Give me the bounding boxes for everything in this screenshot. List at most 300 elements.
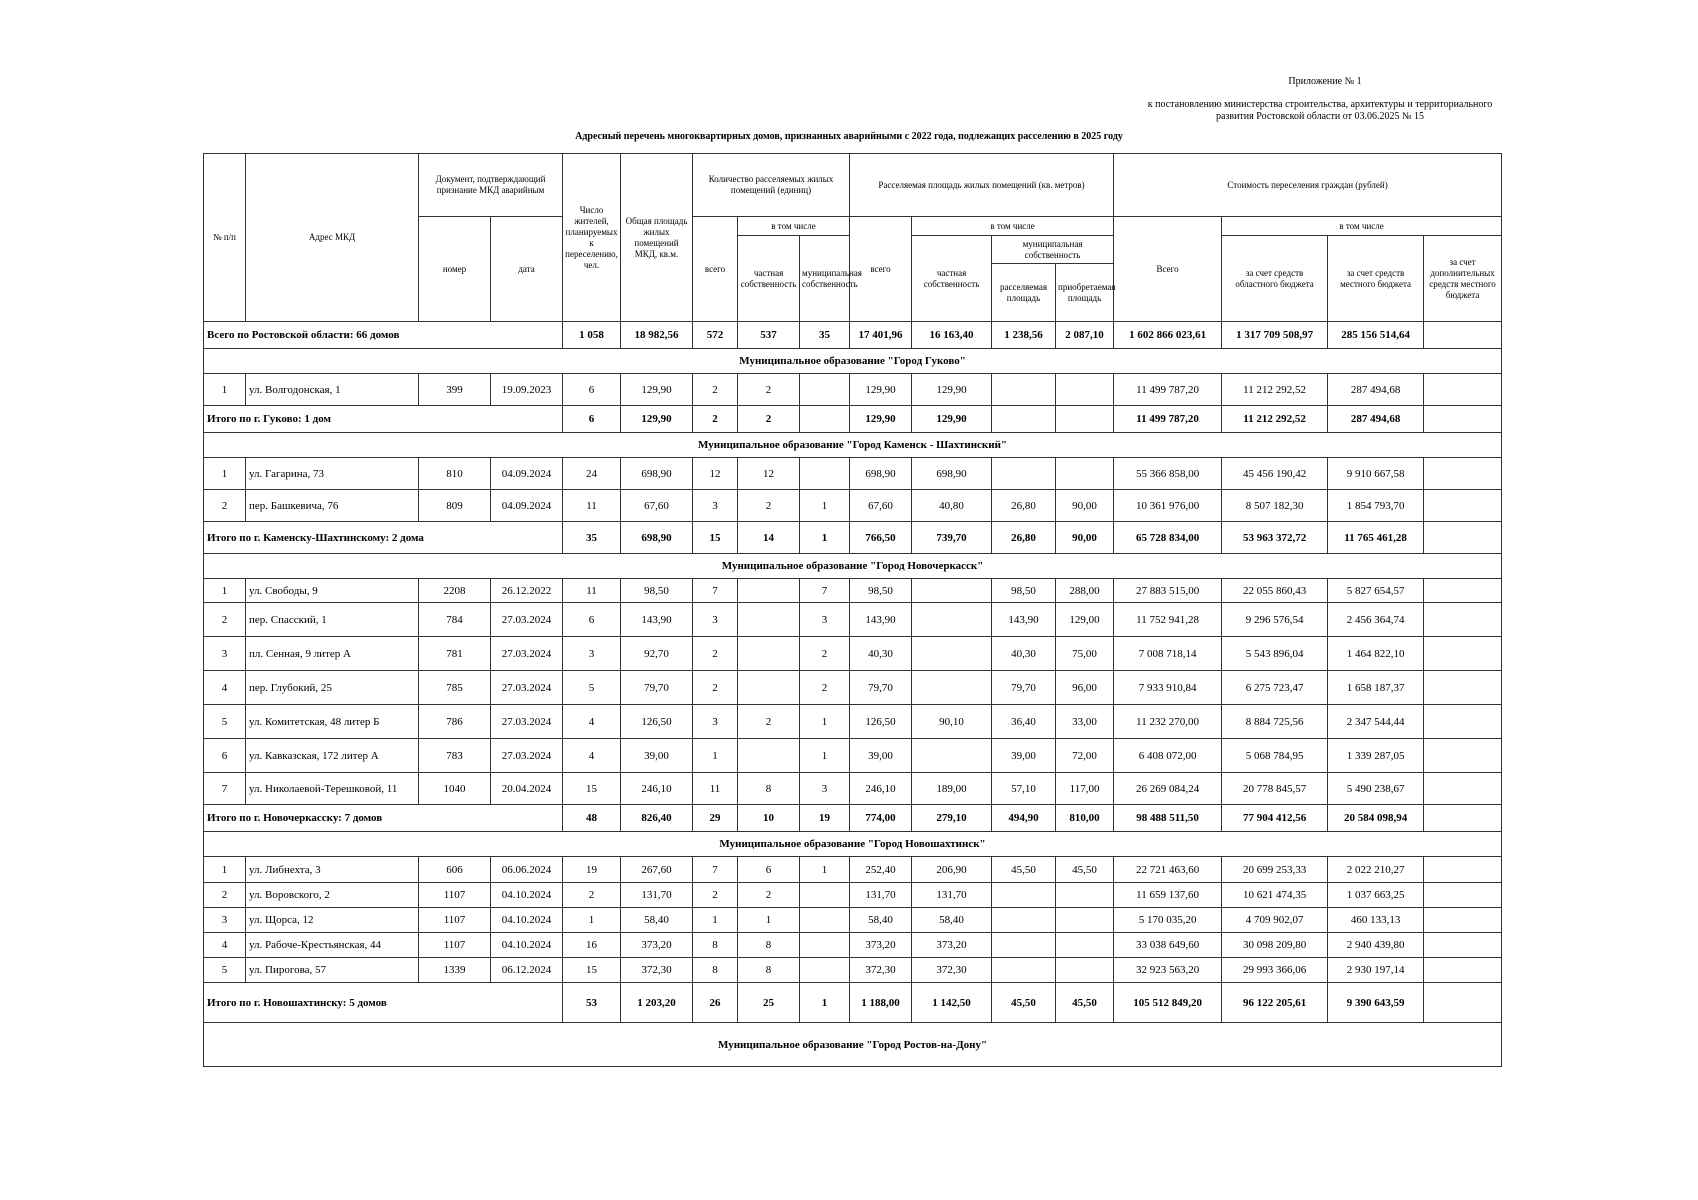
total-value [1424, 805, 1502, 832]
total-value: 1 058 [563, 322, 621, 349]
cell-doc-number: 1339 [419, 958, 491, 983]
cell-units-municipal [800, 933, 850, 958]
cell-cost-regional: 4 709 902,07 [1222, 908, 1328, 933]
resettlement-table [203, 153, 1502, 1067]
total-value: 53 [563, 983, 621, 1023]
cell-area-private: 129,90 [912, 374, 992, 406]
total-label: Итого по г. Гуково: 1 дом [204, 406, 563, 433]
cell-units-private: 12 [738, 458, 800, 490]
cell-row-num: 2 [204, 603, 246, 637]
cell-address: ул. Николаевой-Терешковой, 11 [246, 773, 419, 805]
cell-row-num: 7 [204, 773, 246, 805]
cell-cost-regional: 11 212 292,52 [1222, 374, 1328, 406]
cell-units-total: 8 [693, 933, 738, 958]
cell-row-num: 3 [204, 637, 246, 671]
cell-doc-date: 06.06.2024 [491, 857, 563, 883]
cell-area-resettled [992, 458, 1056, 490]
total-value: 11 212 292,52 [1222, 406, 1328, 433]
cell-units-total: 12 [693, 458, 738, 490]
cell-doc-number: 2208 [419, 579, 491, 603]
cell-total-area: 372,30 [621, 958, 693, 983]
cell-cost-extra [1424, 883, 1502, 908]
cell-area-resettled [992, 958, 1056, 983]
cell-area-acquired [1056, 933, 1114, 958]
cell-units-municipal: 2 [800, 671, 850, 705]
cell-cost-regional: 10 621 474,35 [1222, 883, 1328, 908]
cell-area-total: 126,50 [850, 705, 912, 739]
table-row [204, 958, 1502, 983]
table-row [204, 374, 1502, 406]
cell-residents: 11 [563, 579, 621, 603]
cell-cost-regional: 8 507 182,30 [1222, 490, 1328, 522]
cell-area-total: 131,70 [850, 883, 912, 908]
cell-cost-extra [1424, 603, 1502, 637]
cell-residents: 2 [563, 883, 621, 908]
cell-cost-total: 7 933 910,84 [1114, 671, 1222, 705]
cell-total-area: 267,60 [621, 857, 693, 883]
table-row [204, 883, 1502, 908]
cell-units-municipal: 3 [800, 603, 850, 637]
cell-units-private: 8 [738, 933, 800, 958]
cell-cost-total: 55 366 858,00 [1114, 458, 1222, 490]
table-header [204, 154, 1502, 322]
total-value: 11 765 461,28 [1328, 522, 1424, 554]
total-value: 45,50 [1056, 983, 1114, 1023]
cell-area-resettled: 36,40 [992, 705, 1056, 739]
cell-units-total: 3 [693, 490, 738, 522]
table-row [204, 773, 1502, 805]
cell-units-private: 2 [738, 883, 800, 908]
cell-cost-regional: 5 543 896,04 [1222, 637, 1328, 671]
cell-doc-date: 04.09.2024 [491, 458, 563, 490]
total-value: 98 488 511,50 [1114, 805, 1222, 832]
decree-reference-line1: к постановлению министерства строительства, архитектуры и территориального [1147, 99, 1493, 110]
cell-area-resettled: 79,70 [992, 671, 1056, 705]
cell-area-resettled: 39,00 [992, 739, 1056, 773]
cell-units-municipal: 3 [800, 773, 850, 805]
cell-area-acquired: 117,00 [1056, 773, 1114, 805]
total-value: 572 [693, 322, 738, 349]
table-row [204, 490, 1502, 522]
col-units-municipal-header: муниципальная собственность [800, 236, 850, 322]
cell-cost-regional: 29 993 366,06 [1222, 958, 1328, 983]
cell-units-municipal [800, 958, 850, 983]
cell-residents: 15 [563, 958, 621, 983]
cell-units-total: 3 [693, 603, 738, 637]
total-value: 1 602 866 023,61 [1114, 322, 1222, 349]
cell-address: ул. Кавказская, 172 литер А [246, 739, 419, 773]
cell-area-private: 40,80 [912, 490, 992, 522]
cell-area-private [912, 637, 992, 671]
total-value: 77 904 412,56 [1222, 805, 1328, 832]
cell-doc-number: 1107 [419, 908, 491, 933]
cell-address: пер. Башкевича, 76 [246, 490, 419, 522]
total-value: 129,90 [621, 406, 693, 433]
cell-units-private [738, 637, 800, 671]
total-value: 287 494,68 [1328, 406, 1424, 433]
cell-area-private: 90,10 [912, 705, 992, 739]
cell-area-acquired: 75,00 [1056, 637, 1114, 671]
table-row [204, 637, 1502, 671]
cell-cost-local: 2 940 439,80 [1328, 933, 1424, 958]
cell-area-resettled: 45,50 [992, 857, 1056, 883]
cell-doc-date: 04.09.2024 [491, 490, 563, 522]
total-value: 90,00 [1056, 522, 1114, 554]
cell-area-resettled: 40,30 [992, 637, 1056, 671]
cell-total-area: 373,20 [621, 933, 693, 958]
cell-row-num: 6 [204, 739, 246, 773]
cell-cost-total: 33 038 649,60 [1114, 933, 1222, 958]
cell-cost-regional: 9 296 576,54 [1222, 603, 1328, 637]
cell-area-private [912, 739, 992, 773]
cell-area-resettled: 98,50 [992, 579, 1056, 603]
section-total-row [204, 983, 1502, 1023]
total-value: 279,10 [912, 805, 992, 832]
cell-row-num: 1 [204, 458, 246, 490]
col-area-incl-header: в том числе [912, 217, 1114, 236]
cell-area-resettled: 26,80 [992, 490, 1056, 522]
cell-area-total: 67,60 [850, 490, 912, 522]
cell-area-acquired [1056, 958, 1114, 983]
total-label: Итого по г. Новочеркасску: 7 домов [204, 805, 563, 832]
cell-units-municipal [800, 458, 850, 490]
table-row [204, 705, 1502, 739]
col-doc-date-header: дата [491, 217, 563, 322]
cell-area-private: 131,70 [912, 883, 992, 908]
cell-cost-extra [1424, 773, 1502, 805]
total-value: 48 [563, 805, 621, 832]
cell-units-private [738, 671, 800, 705]
cell-doc-date: 19.09.2023 [491, 374, 563, 406]
cell-units-total: 2 [693, 637, 738, 671]
total-value: 537 [738, 322, 800, 349]
cell-cost-total: 11 659 137,60 [1114, 883, 1222, 908]
cell-units-municipal: 1 [800, 857, 850, 883]
total-value: 14 [738, 522, 800, 554]
cell-units-municipal: 1 [800, 739, 850, 773]
cell-units-private: 8 [738, 773, 800, 805]
cell-units-private [738, 579, 800, 603]
cell-cost-regional: 20 699 253,33 [1222, 857, 1328, 883]
cell-cost-total: 27 883 515,00 [1114, 579, 1222, 603]
cell-row-num: 1 [204, 857, 246, 883]
cell-cost-total: 32 923 563,20 [1114, 958, 1222, 983]
cell-total-area: 98,50 [621, 579, 693, 603]
total-value [992, 406, 1056, 433]
cell-area-acquired [1056, 908, 1114, 933]
cell-address: ул. Пирогова, 57 [246, 958, 419, 983]
total-value: 19 [800, 805, 850, 832]
section-total-row [204, 406, 1502, 433]
cell-area-private [912, 579, 992, 603]
total-value: 1 203,20 [621, 983, 693, 1023]
col-cost-regional-header: за счет средств областного бюджета [1222, 236, 1328, 322]
total-value: 766,50 [850, 522, 912, 554]
cell-units-total: 2 [693, 374, 738, 406]
cell-address: ул. Либнехта, 3 [246, 857, 419, 883]
col-area-group-header: Расселяемая площадь жилых помещений (кв. метров) [850, 154, 1114, 217]
cell-doc-date: 20.04.2024 [491, 773, 563, 805]
cell-area-resettled [992, 908, 1056, 933]
total-value: 53 963 372,72 [1222, 522, 1328, 554]
cell-area-acquired: 33,00 [1056, 705, 1114, 739]
cell-cost-local: 5 490 238,67 [1328, 773, 1424, 805]
municipality-title-row [204, 832, 1502, 857]
cell-doc-date: 27.03.2024 [491, 637, 563, 671]
cell-area-acquired: 129,00 [1056, 603, 1114, 637]
cell-cost-extra [1424, 579, 1502, 603]
total-value: 2 087,10 [1056, 322, 1114, 349]
cell-total-area: 58,40 [621, 908, 693, 933]
total-value: 774,00 [850, 805, 912, 832]
cell-residents: 6 [563, 603, 621, 637]
cell-area-total: 58,40 [850, 908, 912, 933]
total-label: Всего по Ростовской области: 66 домов [204, 322, 563, 349]
cell-row-num: 1 [204, 374, 246, 406]
cell-cost-total: 11 752 941,28 [1114, 603, 1222, 637]
cell-doc-date: 27.03.2024 [491, 739, 563, 773]
total-value: 16 163,40 [912, 322, 992, 349]
cell-cost-total: 10 361 976,00 [1114, 490, 1222, 522]
cell-area-total: 79,70 [850, 671, 912, 705]
cell-residents: 15 [563, 773, 621, 805]
cell-area-private [912, 603, 992, 637]
total-value: 20 584 098,94 [1328, 805, 1424, 832]
cell-cost-local: 1 464 822,10 [1328, 637, 1424, 671]
total-value: 1 188,00 [850, 983, 912, 1023]
col-area-acquired-header: приобретаемая площадь [1056, 264, 1114, 322]
total-value: 11 499 787,20 [1114, 406, 1222, 433]
cell-area-total: 373,20 [850, 933, 912, 958]
cell-cost-regional: 22 055 860,43 [1222, 579, 1328, 603]
cell-address: ул. Волгодонская, 1 [246, 374, 419, 406]
cell-area-resettled [992, 933, 1056, 958]
cell-total-area: 39,00 [621, 739, 693, 773]
cell-cost-total: 7 008 718,14 [1114, 637, 1222, 671]
cell-doc-date: 27.03.2024 [491, 671, 563, 705]
cell-residents: 24 [563, 458, 621, 490]
cell-row-num: 4 [204, 933, 246, 958]
cell-units-total: 1 [693, 739, 738, 773]
cell-cost-total: 26 269 084,24 [1114, 773, 1222, 805]
total-value [1056, 406, 1114, 433]
cell-area-total: 372,30 [850, 958, 912, 983]
cell-address: пл. Сенная, 9 литер А [246, 637, 419, 671]
col-document-header: Документ, подтверждающий признание МКД аварийным [419, 154, 563, 217]
cell-doc-number: 810 [419, 458, 491, 490]
table-row [204, 458, 1502, 490]
cell-area-private: 373,20 [912, 933, 992, 958]
cell-cost-local: 1 339 287,05 [1328, 739, 1424, 773]
cell-units-municipal: 1 [800, 705, 850, 739]
cell-area-total: 143,90 [850, 603, 912, 637]
cell-row-num: 2 [204, 883, 246, 908]
cell-residents: 1 [563, 908, 621, 933]
municipality-title-row [204, 349, 1502, 374]
cell-total-area: 143,90 [621, 603, 693, 637]
cell-doc-date: 27.03.2024 [491, 705, 563, 739]
cell-row-num: 5 [204, 705, 246, 739]
table-row [204, 739, 1502, 773]
cell-units-total: 11 [693, 773, 738, 805]
col-units-group-header: Количество расселяемых жилых помещений (единиц) [693, 154, 850, 217]
cell-doc-number: 1107 [419, 883, 491, 908]
cell-area-private: 698,90 [912, 458, 992, 490]
cell-cost-extra [1424, 933, 1502, 958]
cell-area-resettled: 143,90 [992, 603, 1056, 637]
cell-cost-total: 22 721 463,60 [1114, 857, 1222, 883]
cell-cost-local: 1 658 187,37 [1328, 671, 1424, 705]
cell-doc-date: 06.12.2024 [491, 958, 563, 983]
cell-row-num: 2 [204, 490, 246, 522]
total-label: Итого по г. Каменску-Шахтинскому: 2 дома [204, 522, 563, 554]
cell-address: ул. Щорса, 12 [246, 908, 419, 933]
cell-row-num: 5 [204, 958, 246, 983]
cell-doc-number: 786 [419, 705, 491, 739]
col-cost-total-header: Всего [1114, 217, 1222, 322]
cell-area-private: 58,40 [912, 908, 992, 933]
cell-area-resettled: 57,10 [992, 773, 1056, 805]
cell-units-total: 1 [693, 908, 738, 933]
total-value: 9 390 643,59 [1328, 983, 1424, 1023]
total-value: 810,00 [1056, 805, 1114, 832]
cell-cost-total: 11 232 270,00 [1114, 705, 1222, 739]
cell-units-private: 2 [738, 374, 800, 406]
cell-area-acquired: 96,00 [1056, 671, 1114, 705]
cell-cost-extra [1424, 958, 1502, 983]
col-total-area-header: Общая площадь жилых помещений МКД, кв.м. [621, 154, 693, 322]
total-value: 739,70 [912, 522, 992, 554]
cell-cost-local: 460 133,13 [1328, 908, 1424, 933]
cell-units-total: 2 [693, 883, 738, 908]
total-value: 35 [800, 322, 850, 349]
cell-doc-date: 04.10.2024 [491, 883, 563, 908]
cell-units-total: 7 [693, 857, 738, 883]
section-total-row [204, 805, 1502, 832]
total-value: 2 [738, 406, 800, 433]
cell-address: ул. Гагарина, 73 [246, 458, 419, 490]
cell-address: пер. Спасский, 1 [246, 603, 419, 637]
cell-area-private: 372,30 [912, 958, 992, 983]
municipality-title-row [204, 554, 1502, 579]
total-value [1424, 322, 1502, 349]
cell-area-acquired [1056, 883, 1114, 908]
cell-units-total: 8 [693, 958, 738, 983]
cell-units-private [738, 603, 800, 637]
cell-cost-local: 2 456 364,74 [1328, 603, 1424, 637]
col-units-incl-header: в том числе [738, 217, 850, 236]
cell-units-private: 2 [738, 705, 800, 739]
cell-area-acquired [1056, 458, 1114, 490]
total-value [1424, 522, 1502, 554]
municipality-title-row [204, 1023, 1502, 1067]
cell-total-area: 92,70 [621, 637, 693, 671]
cell-area-total: 40,30 [850, 637, 912, 671]
cell-area-total: 98,50 [850, 579, 912, 603]
total-value [1424, 406, 1502, 433]
cell-units-private: 8 [738, 958, 800, 983]
col-address-header: Адрес МКД [246, 154, 419, 322]
cell-cost-local: 2 347 544,44 [1328, 705, 1424, 739]
cell-cost-extra [1424, 671, 1502, 705]
col-area-private-header: частная собственность [912, 236, 992, 322]
appendix-label: Приложение № 1 [1288, 76, 1362, 87]
col-units-private-header: частная собственность [738, 236, 800, 322]
cell-area-acquired: 72,00 [1056, 739, 1114, 773]
cell-residents: 6 [563, 374, 621, 406]
cell-units-municipal: 7 [800, 579, 850, 603]
cell-area-private: 206,90 [912, 857, 992, 883]
total-value: 494,90 [992, 805, 1056, 832]
total-value: 129,90 [912, 406, 992, 433]
document-title: Адресный перечень многоквартирных домов, признанных аварийными с 2022 года, подлежащих расселению в 2025 году [575, 131, 1123, 142]
cell-doc-number: 781 [419, 637, 491, 671]
cell-doc-number: 1107 [419, 933, 491, 958]
col-area-resettled-header: расселяемая площадь [992, 264, 1056, 322]
table-row [204, 908, 1502, 933]
cell-doc-date: 04.10.2024 [491, 933, 563, 958]
cell-doc-number: 606 [419, 857, 491, 883]
cell-units-municipal [800, 908, 850, 933]
cell-total-area: 67,60 [621, 490, 693, 522]
cell-doc-number: 1040 [419, 773, 491, 805]
col-cost-local-header: за счет средств местного бюджета [1328, 236, 1424, 322]
cell-cost-extra [1424, 490, 1502, 522]
total-value: 105 512 849,20 [1114, 983, 1222, 1023]
cell-residents: 4 [563, 739, 621, 773]
cell-area-total: 246,10 [850, 773, 912, 805]
cell-units-municipal [800, 374, 850, 406]
municipality-title-row [204, 433, 1502, 458]
municipality-title: Муниципальное образование "Город Гуково" [204, 349, 1502, 374]
total-value: 698,90 [621, 522, 693, 554]
section-total-row [204, 522, 1502, 554]
cell-cost-total: 5 170 035,20 [1114, 908, 1222, 933]
col-cost-incl-header: в том числе [1222, 217, 1502, 236]
col-area-municipal-header: муниципальная собственность [992, 236, 1114, 264]
cell-residents: 3 [563, 637, 621, 671]
cell-total-area: 131,70 [621, 883, 693, 908]
total-value: 6 [563, 406, 621, 433]
cell-cost-regional: 6 275 723,47 [1222, 671, 1328, 705]
cell-doc-date: 27.03.2024 [491, 603, 563, 637]
cell-area-resettled [992, 883, 1056, 908]
total-value: 45,50 [992, 983, 1056, 1023]
cell-cost-local: 9 910 667,58 [1328, 458, 1424, 490]
total-value: 2 [693, 406, 738, 433]
cell-doc-number: 783 [419, 739, 491, 773]
cell-total-area: 79,70 [621, 671, 693, 705]
grand-total-row [204, 322, 1502, 349]
cell-residents: 16 [563, 933, 621, 958]
col-units-total-header: всего [693, 217, 738, 322]
total-value: 10 [738, 805, 800, 832]
total-value: 18 982,56 [621, 322, 693, 349]
cell-cost-regional: 20 778 845,57 [1222, 773, 1328, 805]
total-value: 26 [693, 983, 738, 1023]
cell-area-total: 698,90 [850, 458, 912, 490]
total-value: 826,40 [621, 805, 693, 832]
cell-area-total: 252,40 [850, 857, 912, 883]
cell-units-private: 1 [738, 908, 800, 933]
cell-doc-date: 26.12.2022 [491, 579, 563, 603]
cell-cost-total: 11 499 787,20 [1114, 374, 1222, 406]
total-value: 129,90 [850, 406, 912, 433]
cell-cost-regional: 8 884 725,56 [1222, 705, 1328, 739]
municipality-title: Муниципальное образование "Город Ростов-на-Дону" [204, 1023, 1502, 1067]
table-body [204, 322, 1502, 1067]
cell-area-total: 129,90 [850, 374, 912, 406]
